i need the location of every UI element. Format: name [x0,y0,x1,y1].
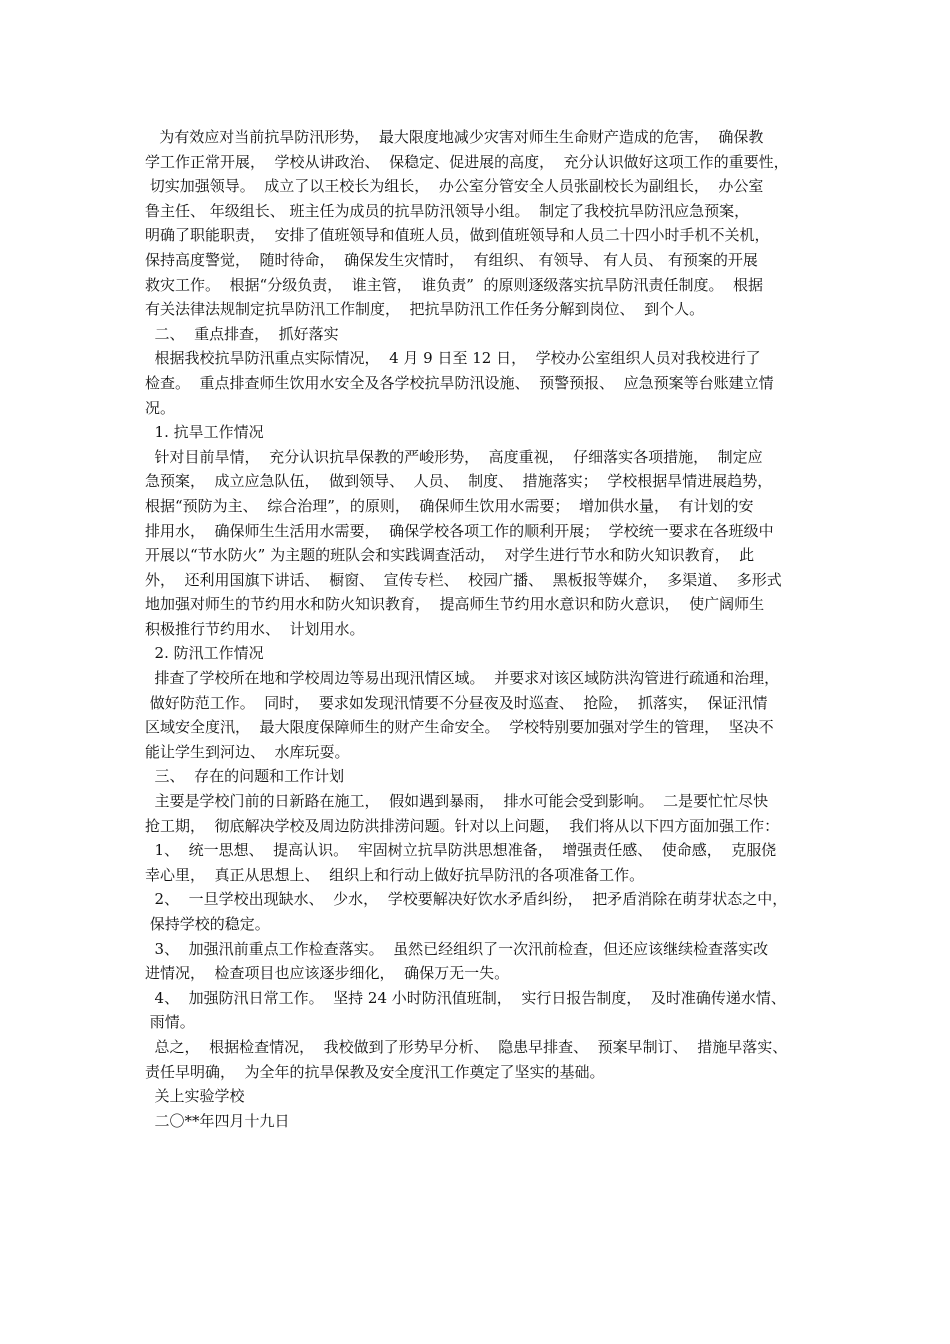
text-line: 有关法律法规制定抗旱防汛工作制度， 把抗旱防汛工作任务分解到岗位、 到个人。 [145,300,705,319]
text-line: 3、 加强汛前重点工作检查落实。 虽然已经组织了一次汛前检查，但还应该继续检查落实改 [145,939,769,958]
text-line: 抢工期， 彻底解决学校及周边防洪排涝问题。针对以上问题， 我们将从以下四方面加强工作： [145,816,780,835]
text-line: 总之， 根据检查情况， 我校做到了形势早分析、 隐患早排查、 预案早制订、 措施早落实、 [145,1037,788,1056]
text-line: 鲁主任、 年级组长、 班主任为成员的抗旱防汛领导小组。 制定了我校抗旱防汛应急预案， [145,201,750,220]
text-line: 保持学校的稳定。 [145,915,270,933]
text-line: 二、 重点排查， 抓好落实 [145,324,339,343]
text-line: 切实加强领导。 成立了以王校长为组长， 办公室分管安全人员张副校长为副组长， 办公室 [145,177,764,196]
text-line: 4、 加强防汛日常工作。 坚持 24 小时防汛值班制， 实行日报告制度， 及时准确传递水情、 [145,988,786,1007]
text-line: 三、 存在的问题和工作计划 [145,767,345,786]
text-line: 进情况， 检查项目也应该逐步细化， 确保万无一失。 [145,964,510,983]
text-line: 关上实验学校 [145,1087,245,1106]
text-line: 2. 防汛工作情况 [145,644,264,663]
text-line: 况。 [145,398,176,417]
text-line: 积极推行节约用水、 计划用水。 [145,619,365,638]
text-line: 做好防范工作。 同时， 要求如发现汛情要不分昼夜及时巡查、 抢险， 抓落实， 保证汛情 [145,693,768,712]
text-line: 1、 统一思想、 提高认识。 牢固树立抗旱防洪思想准备， 增强责任感、 使命感， 克服侥 [145,841,777,860]
text-line: 为有效应对当前抗旱防汛形势， 最大限度地减少灾害对师生生命财产造成的危害， 确保教 [145,128,764,146]
document-body [145,125,825,1133]
text-line: 二〇**年四月十九日 [145,1111,290,1130]
text-line: 明确了职能职责， 安排了值班领导和值班人员，做到值班领导和人员二十四小时手机不关机， [145,226,770,245]
text-line: 能让学生到河边、 水库玩耍。 [145,742,350,761]
text-line: 排查了学校所在地和学校周边等易出现汛情区域。 并要求对该区域防洪沟管进行疏通和治理， [145,669,780,688]
text-line: 保持高度警觉， 随时待命， 确保发生灾情时， 有组织、 有领导、 有人员、 有预案的开展 [145,250,758,269]
text-line: 针对目前旱情， 充分认识抗旱保教的严峻形势， 高度重视， 仔细落实各项措施， 制定应 [145,447,763,466]
text-line: 救灾工作。 根据“分级负责， 谁主管， 谁负责” 的原则逐级落实抗旱防汛责任制度。 根据 [145,275,764,294]
text-line: 主要是学校门前的日新路在施工， 假如遇到暴雨， 排水可能会受到影响。 二是要忙忙尽快 [145,792,769,811]
text-line: 区域安全度汛， 最大限度保障师生的财产生命安全。 学校特别要加强对学生的管理， 坚决不 [145,718,774,737]
text-line: 1. 抗旱工作情况 [145,423,264,442]
text-line: 急预案， 成立应急队伍， 做到领导、 人员、 制度、 措施落实； 学校根据旱情进展趋势， [145,472,773,491]
text-line: 幸心里， 真正从思想上、 组织上和行动上做好抗旱防汛的各项准备工作。 [145,865,645,884]
text-line: 学工作正常开展， 学校从讲政治、 保稳定、促进展的高度， 充分认识做好这项工作的重要性， [145,152,789,171]
text-line: 检查。 重点排查师生饮用水安全及各学校抗旱防汛设施、 预警预报、 应急预案等台账建立情 [145,373,774,392]
text-line: 2、 一旦学校出现缺水、 少水， 学校要解决好饮水矛盾纠纷， 把矛盾消除在萌芽状态之中， [145,890,788,909]
text-line: 责任早明确， 为全年的抗旱保教及安全度汛工作奠定了坚实的基础。 [145,1062,605,1081]
text-line: 根据“预防为主、 综合治理”，的原则， 确保师生饮用水需要； 增加供水量， 有计划的安 [145,496,754,515]
text-line: 排用水， 确保师生生活用水需要， 确保学校各项工作的顺利开展； 学校统一要求在各班级中 [145,521,774,540]
text-line: 地加强对师生的节约用水和防火知识教育， 提高师生节约用水意识和防火意识， 使广阔师生 [145,595,765,614]
text-line: 根据我校抗旱防汛重点实际情况， 4 月 9 日至 12 日， 学校办公室组织人员对我校进行了 [145,349,761,368]
text-line: 雨情。 [145,1013,195,1032]
text-line: 外， 还利用国旗下讲话、 橱窗、 宣传专栏、 校园广播、 黑板报等媒介， 多渠道、 多形式 [145,570,782,589]
text-line: 开展以“节水防火” 为主题的班队会和实践调查活动， 对学生进行节水和防火知识教育， 此 [145,546,755,565]
